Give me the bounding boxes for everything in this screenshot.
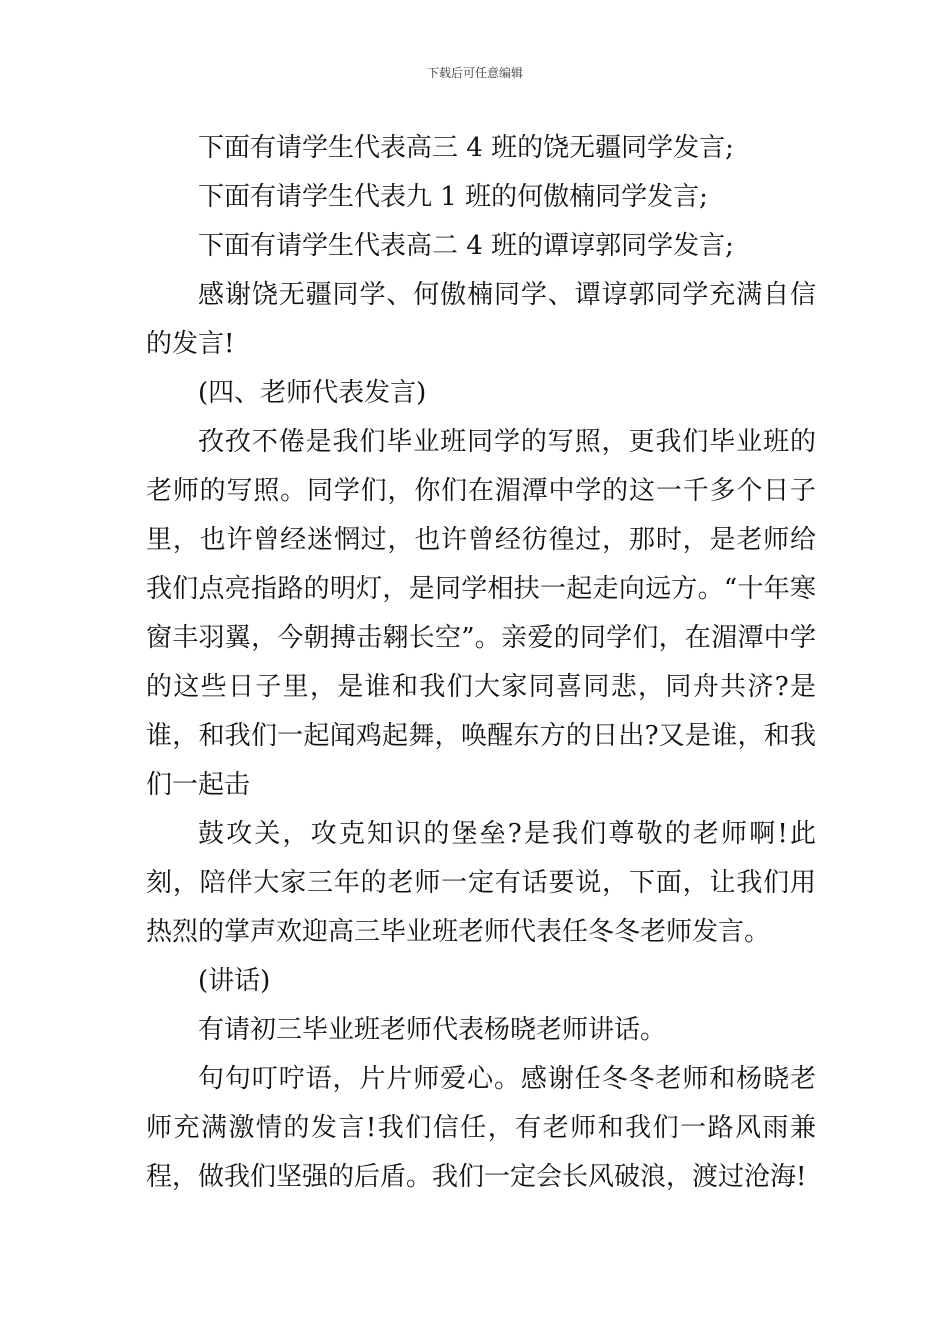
- document-body: [146, 124, 816, 1202]
- paragraph-2: 下面有请学生代表九 1 班的何傲楠同学发言;: [198, 182, 708, 212]
- paragraph-7: 鼓攻关，攻克知识的堡垒?是我们尊敬的老师啊!此刻，陪伴大家三年的老师一定有话要说，下面，让我们用热烈的掌声欢迎高三毕业班老师代表任冬冬老师发言。: [146, 819, 816, 947]
- paragraph-6: 孜孜不倦是我们毕业班同学的写照，更我们毕业班的老师的写照。同学们，你们在湄潭中学的这一千多个日子里，也许曾经迷惘过，也许曾经彷徨过，那时，是老师给我们点亮指路的明灯，是同学相扶一起走向远方。“十年寒窗丰羽翼，今朝搏击翱长空”。亲爱的同学们，在湄潭中学的这些日子里，是谁和我们大家同喜同悲，同舟共济?是谁，和我们一起闻鸡起舞，唤醒东方的日出?又是谁，和我们一起击: [146, 427, 816, 800]
- paragraph-4: 感谢饶无疆同学、何傲楠同学、谭谆郭同学充满自信的发言!: [146, 280, 816, 359]
- page-header: 下载后可任意编辑: [426, 66, 523, 80]
- paragraph-3: 下面有请学生代表高二 4 班的谭谆郭同学发言;: [198, 231, 734, 261]
- paragraph-1: 下面有请学生代表高三 4 班的饶无疆同学发言;: [198, 133, 734, 163]
- paragraph-10: 句句叮咛语，片片师爱心。感谢任冬冬老师和杨晓老师充满激情的发言!我们信任，有老师和我们一路风雨兼程，做我们坚强的后盾。我们一定会长风破浪，渡过沧海!: [146, 1064, 816, 1192]
- paragraph-8: (讲话): [198, 966, 271, 996]
- paragraph-5: (四、老师代表发言): [198, 378, 427, 408]
- paragraph-9: 有请初三毕业班老师代表杨晓老师讲话。: [198, 1015, 667, 1045]
